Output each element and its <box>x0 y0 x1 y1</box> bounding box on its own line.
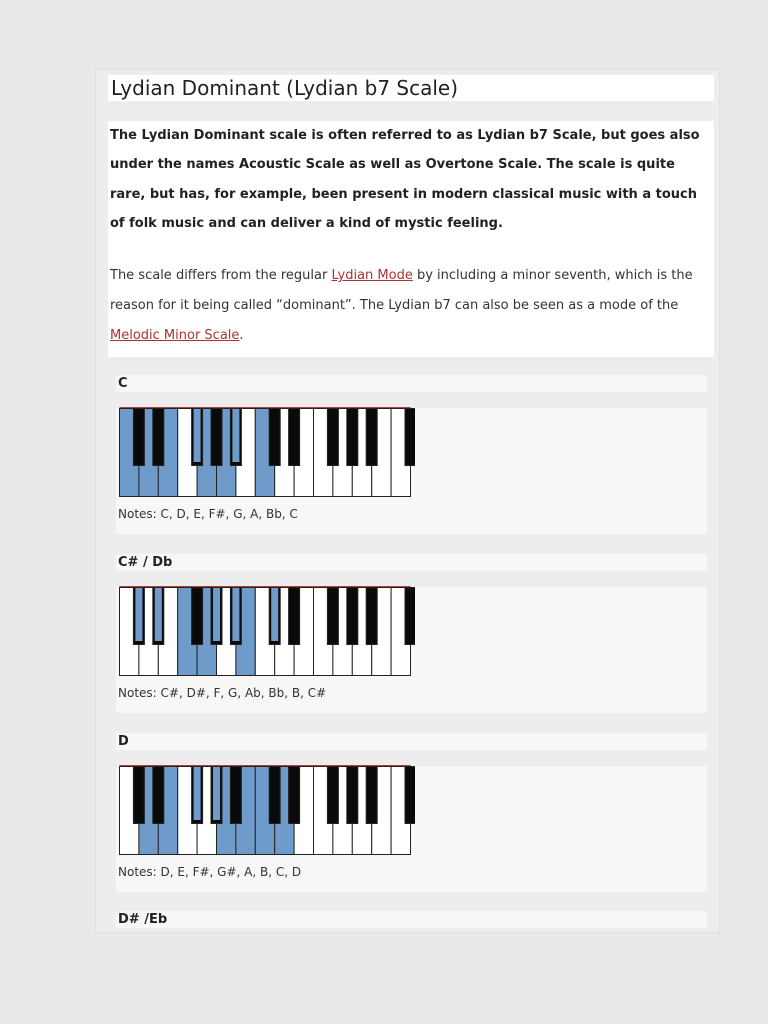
black-key <box>366 409 377 466</box>
title-bar <box>108 75 714 101</box>
section-key-label: D <box>118 734 129 749</box>
melodic-minor-link[interactable]: Melodic Minor Scale <box>110 327 240 343</box>
black-key <box>347 409 358 466</box>
black-key-highlight <box>155 588 162 641</box>
black-key <box>289 767 300 824</box>
black-key <box>405 409 415 466</box>
black-key-highlight <box>135 588 142 641</box>
black-key <box>153 767 164 824</box>
black-key <box>269 767 280 824</box>
page-title: Lydian Dominant (Lydian b7 Scale) <box>111 76 459 100</box>
black-key <box>347 767 358 824</box>
black-key <box>405 588 415 645</box>
section-title-c-sharp <box>116 554 707 571</box>
black-key-highlight <box>271 588 278 641</box>
section-title-c <box>116 375 707 392</box>
black-key <box>153 409 164 466</box>
notes-text: Notes: D, E, F#, G#, A, B, C, D <box>118 865 302 879</box>
intro-box <box>108 121 714 357</box>
black-key <box>192 588 203 645</box>
section-c <box>116 408 707 534</box>
lydian-mode-link[interactable]: Lydian Mode <box>331 268 413 283</box>
black-key-highlight <box>194 409 201 462</box>
section-key-label: C <box>118 376 128 391</box>
section-title-d <box>116 733 707 750</box>
black-key <box>289 588 300 645</box>
black-key <box>289 409 300 466</box>
piano-keyboard-c-sharp <box>119 585 415 677</box>
section-key-label: D# /Eb <box>118 912 168 927</box>
section-c-sharp <box>116 587 707 713</box>
section-key-label: C# / Db <box>118 555 173 570</box>
intro-bold-paragraph: The Lydian Dominant scale is often referred to as Lydian b7 Scale, but goes also under the names Acoustic Scale as well as Overtone Scale. The scale is quite rare, but has, for example, been present in modern classical music with a touch of folk music and can deliver a kind of mystic feeling. <box>110 128 700 232</box>
black-key <box>133 409 144 466</box>
page-container <box>95 69 720 933</box>
black-key <box>347 588 358 645</box>
black-key <box>269 409 280 466</box>
black-key <box>230 767 241 824</box>
section-title-d-sharp <box>116 911 707 928</box>
black-key-highlight <box>213 767 220 820</box>
black-key <box>133 767 144 824</box>
notes-text: Notes: C, D, E, F#, G, A, Bb, C <box>118 507 298 521</box>
intro-paragraph <box>110 261 710 350</box>
black-key <box>366 767 377 824</box>
black-key-highlight <box>194 767 201 820</box>
black-key <box>366 588 377 645</box>
intro-text-3: . <box>239 327 244 343</box>
black-key <box>327 409 338 466</box>
black-key-highlight <box>232 588 239 641</box>
black-key <box>405 767 415 824</box>
section-d <box>116 766 707 892</box>
intro-text-2: by including a minor seventh, which is the reason for it being called “dominant”. The Lydian b7 can also be seen as a mode of the <box>110 268 693 313</box>
black-key <box>211 409 222 466</box>
black-key-highlight <box>213 588 220 641</box>
notes-text: Notes: C#, D#, F, G, Ab, Bb, B, C# <box>118 686 327 700</box>
black-key-highlight <box>232 409 239 462</box>
black-key <box>327 767 338 824</box>
piano-keyboard-d <box>119 764 415 856</box>
intro-text-1: The scale differs from the regular <box>110 268 332 283</box>
piano-keyboard-c <box>119 406 415 498</box>
black-key <box>327 588 338 645</box>
